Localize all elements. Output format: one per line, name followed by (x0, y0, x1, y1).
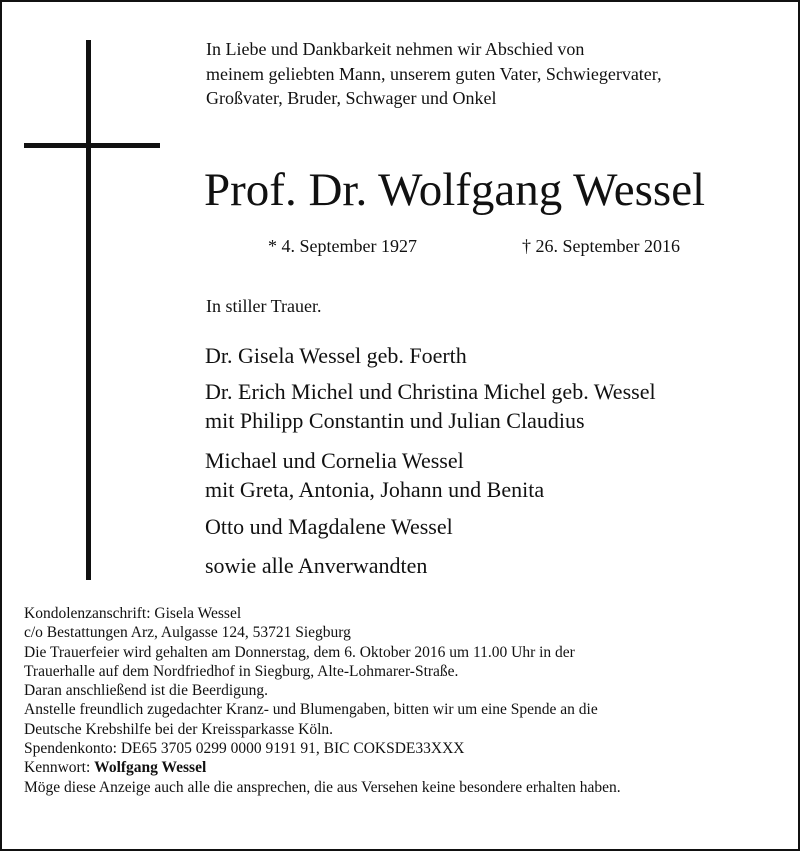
death-date: † 26. September 2016 (522, 236, 680, 256)
mourner-group (205, 551, 427, 580)
mourner-line: Dr. Erich Michel und Christina Michel geb. Wessel (205, 379, 656, 404)
intro-line: In Liebe und Dankbarkeit nehmen wir Abschied von (206, 39, 585, 59)
mourner-group (205, 446, 544, 504)
condolence-address-line: c/o Bestattungen Arz, Aulgasse 124, 53721 Siegburg (24, 624, 351, 642)
donation-line: Deutsche Krebshilfe bei der Kreissparkasse Köln. (24, 720, 334, 738)
intro-line: Großvater, Bruder, Schwager und Onkel (206, 88, 497, 108)
closing-line: Möge diese Anzeige auch alle die ansprechen, die aus Versehen keine besondere erhalten haben. (24, 778, 621, 796)
mourner-line: sowie alle Anverwandten (205, 553, 428, 578)
account-line: Spendenkonto: DE65 3705 0299 0000 9191 91, BIC COKSDE33XXX (24, 740, 465, 758)
reference-line (24, 758, 794, 777)
mourner-line: mit Philipp Constantin und Julian Claudius (205, 408, 585, 433)
cross-icon-vertical-bar (86, 40, 91, 580)
donation-line: Anstelle freundlich zugedachter Kranz- und Blumengaben, bitten wir um eine Spende an die (24, 701, 598, 719)
mourner-group (205, 341, 467, 370)
mourner-line: Otto und Magdalene Wessel (205, 514, 453, 539)
ceremony-line: Die Trauerfeier wird gehalten am Donnerstag, dem 6. Oktober 2016 um 11.00 Uhr in der (24, 643, 575, 661)
mourner-group (205, 512, 453, 541)
mourner-line: Michael und Cornelia Wessel (205, 448, 464, 473)
deceased-name: Prof. Dr. Wolfgang Wessel (204, 164, 706, 216)
birth-date: * 4. September 1927 (268, 236, 417, 256)
cross-icon-horizontal-bar (24, 143, 160, 148)
mourner-line: Dr. Gisela Wessel geb. Foerth (205, 343, 467, 368)
ceremony-line: Trauerhalle auf dem Nordfriedhof in Siegburg, Alte-Lohmarer-Straße. (24, 662, 459, 680)
reference-label: Kennwort: (24, 759, 95, 777)
mourner-group (205, 377, 656, 435)
details-block (24, 604, 794, 797)
mourner-line: mit Greta, Antonia, Johann und Benita (205, 477, 545, 502)
intro-text (206, 37, 786, 111)
mourning-phrase: In stiller Trauer. (206, 296, 322, 316)
intro-line: meinem geliebten Mann, unserem guten Vater, Schwiegervater, (206, 63, 662, 84)
burial-line: Daran anschließend ist die Beerdigung. (24, 682, 269, 700)
reference-value: Wolfgang Wessel (94, 759, 207, 777)
condolence-address-line: Kondolenzanschrift: Gisela Wessel (24, 605, 242, 622)
